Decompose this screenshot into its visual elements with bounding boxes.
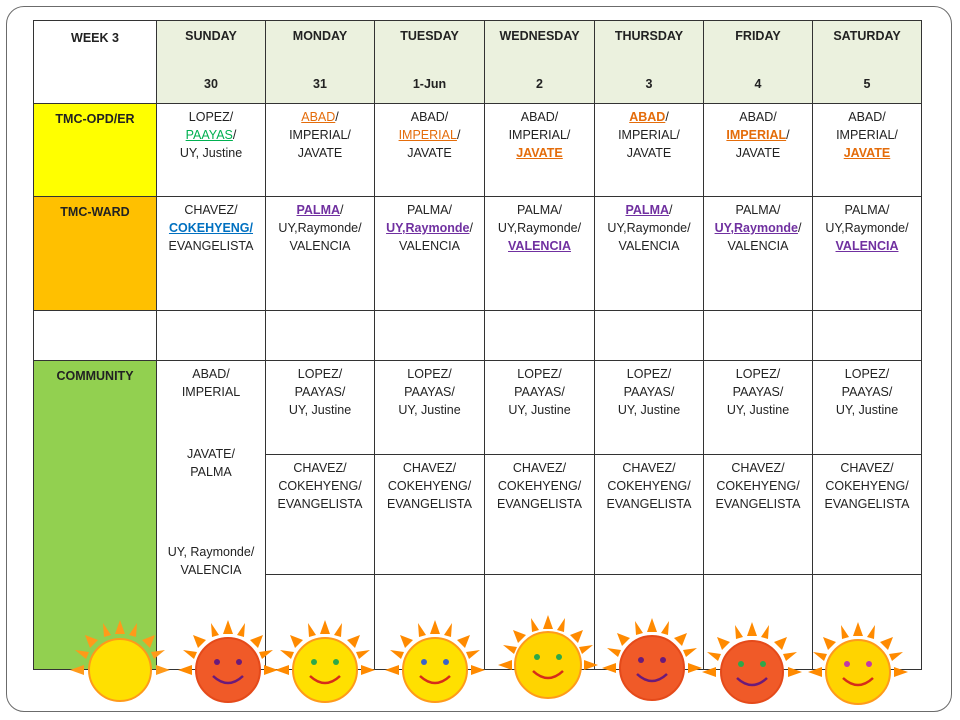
- name-text: COKEHYENG/: [716, 479, 800, 493]
- name-text: PAAYAS/: [623, 385, 675, 399]
- empty-cell: [485, 575, 595, 670]
- cell-ward-tuesday: [375, 197, 485, 311]
- name-text: COKEHYENG/: [278, 479, 362, 493]
- name-text: ABAD/: [848, 110, 886, 124]
- day-name: FRIDAY: [735, 29, 781, 43]
- day-date: 1-Jun: [412, 77, 447, 91]
- name-link[interactable]: VALENCIA: [508, 239, 571, 253]
- name-text: IMPERIAL/: [618, 128, 680, 142]
- name-text: PAAYAS/: [514, 385, 565, 399]
- name-text: /: [232, 128, 237, 142]
- name-text: IMPERIAL/: [289, 128, 351, 142]
- name-text: VALENCIA: [180, 563, 242, 577]
- name-text: VALENCIA: [399, 239, 460, 253]
- name-text: /: [469, 221, 473, 235]
- empty-cell: [485, 311, 595, 361]
- cell-community-t1-wednesday: [485, 361, 595, 455]
- name-text: EVANGELISTA: [277, 497, 363, 511]
- cell-community-t2-tuesday: [375, 455, 485, 575]
- row-label-community: COMMUNITY: [34, 361, 157, 670]
- cell-community-t1-tuesday: [375, 361, 485, 455]
- day-date: 30: [204, 77, 218, 91]
- name-text: CHAVEZ/: [184, 203, 238, 217]
- name-text: /: [786, 128, 790, 142]
- cell-opd-thursday: [595, 104, 704, 197]
- name-text: PAAYAS/: [841, 385, 893, 399]
- name-text: PALMA/: [517, 203, 562, 217]
- name-text: LOPEZ/: [297, 367, 343, 381]
- name-text: COKEHYENG/: [607, 479, 691, 493]
- name-text: PAAYAS/: [294, 385, 346, 399]
- name-link[interactable]: JAVATE: [516, 146, 563, 160]
- name-text: /: [340, 203, 344, 217]
- name-link[interactable]: COKEHYENG/: [168, 221, 254, 235]
- name-text: CHAVEZ/: [840, 461, 894, 475]
- name-text: UY,Raymonde/: [825, 221, 909, 235]
- name-text: UY, Justine: [288, 403, 352, 417]
- name-text: JAVATE: [735, 146, 781, 160]
- cell-community-t2-friday: [704, 455, 813, 575]
- name-text: EVANGELISTA: [168, 239, 254, 253]
- name-text: VALENCIA: [727, 239, 789, 253]
- cell-community-t2-wednesday: [485, 455, 595, 575]
- name-text: IMPERIAL/: [508, 128, 571, 142]
- cell-ward-saturday: [813, 197, 922, 311]
- name-text: UY, Justine: [726, 403, 790, 417]
- name-text: /: [335, 110, 339, 124]
- name-text: EVANGELISTA: [824, 497, 910, 511]
- name-text: PALMA/: [844, 203, 890, 217]
- empty-cell: [595, 311, 704, 361]
- name-link[interactable]: PALMA: [625, 203, 670, 217]
- name-text: VALENCIA: [289, 239, 351, 253]
- day-wednesday: [485, 21, 595, 104]
- day-tuesday: [375, 21, 485, 104]
- name-link[interactable]: PAAYAS: [185, 128, 233, 142]
- header-row: [34, 21, 922, 104]
- cell-opd-monday: [266, 104, 375, 197]
- name-text: ABAD/: [520, 110, 559, 124]
- name-text: UY,Raymonde/: [607, 221, 691, 235]
- day-name: SATURDAY: [833, 29, 901, 43]
- cell-ward-friday: [704, 197, 813, 311]
- cell-community-t1-thursday: [595, 361, 704, 455]
- day-name: WEDNESDAY: [499, 29, 580, 43]
- name-text: JAVATE/: [187, 447, 235, 461]
- row-label-opd: TMC-OPD/ER: [34, 104, 157, 197]
- day-saturday: [813, 21, 922, 104]
- cell-opd-saturday: [813, 104, 922, 197]
- cell-community-sunday: [157, 361, 266, 670]
- empty-cell: [704, 575, 813, 670]
- empty-cell: [375, 575, 485, 670]
- cell-community-t2-saturday: [813, 455, 922, 575]
- row-empty: [34, 311, 922, 361]
- name-text: PALMA/: [407, 203, 452, 217]
- cell-opd-tuesday: [375, 104, 485, 197]
- name-text: ABAD/: [192, 367, 230, 381]
- name-text: LOPEZ/: [188, 110, 234, 124]
- name-link[interactable]: PALMA: [296, 203, 341, 217]
- empty-cell: [375, 311, 485, 361]
- name-link[interactable]: IMPERIAL: [398, 128, 457, 142]
- name-text: UY,Raymonde/: [497, 221, 582, 235]
- name-text: LOPEZ/: [517, 367, 562, 381]
- name-text: /: [665, 110, 669, 124]
- day-name: TUESDAY: [400, 29, 459, 43]
- name-text: PALMA/: [735, 203, 781, 217]
- empty-cell: [813, 311, 922, 361]
- cell-community-t1-monday: [266, 361, 375, 455]
- day-name: THURSDAY: [614, 29, 684, 43]
- name-text: CHAVEZ/: [293, 461, 347, 475]
- name-text: IMPERIAL/: [836, 128, 898, 142]
- name-text: JAVATE: [297, 146, 343, 160]
- name-text: CHAVEZ/: [512, 461, 567, 475]
- name-link[interactable]: UY,Raymonde: [386, 221, 470, 235]
- day-date: 5: [863, 77, 871, 91]
- cell-ward-thursday: [595, 197, 704, 311]
- name-text: /: [456, 128, 461, 142]
- name-text: UY, Justine: [617, 403, 681, 417]
- name-text: LOPEZ/: [844, 367, 890, 381]
- cell-ward-sunday: [157, 197, 266, 311]
- day-sunday: [157, 21, 266, 104]
- name-text: UY, Justine: [508, 403, 571, 417]
- name-text: COKEHYENG/: [387, 479, 472, 493]
- name-text: JAVATE: [626, 146, 672, 160]
- empty-cell: [595, 575, 704, 670]
- schedule-table: [33, 20, 922, 670]
- name-text: UY, Justine: [179, 146, 243, 160]
- day-thursday: [595, 21, 704, 104]
- name-text: ABAD/: [410, 110, 449, 124]
- name-text: /: [669, 203, 673, 217]
- name-link[interactable]: ABAD: [629, 110, 666, 124]
- day-date: 4: [754, 77, 762, 91]
- name-text: VALENCIA: [618, 239, 680, 253]
- row-opd: [34, 104, 922, 197]
- cell-community-t1-friday: [704, 361, 813, 455]
- name-link[interactable]: VALENCIA: [835, 239, 899, 253]
- day-date: 31: [313, 77, 327, 91]
- row-community-1: [34, 361, 922, 455]
- name-text: EVANGELISTA: [606, 497, 692, 511]
- name-text: LOPEZ/: [407, 367, 452, 381]
- day-name: SUNDAY: [185, 29, 237, 43]
- name-text: LOPEZ/: [735, 367, 781, 381]
- cell-community-t2-thursday: [595, 455, 704, 575]
- cell-ward-monday: [266, 197, 375, 311]
- name-link[interactable]: ABAD: [301, 110, 336, 124]
- name-text: EVANGELISTA: [497, 497, 582, 511]
- cell-ward-wednesday: [485, 197, 595, 311]
- empty-cell: [704, 311, 813, 361]
- name-text: COKEHYENG/: [497, 479, 582, 493]
- name-link[interactable]: UY,Raymonde: [714, 221, 798, 235]
- name-text: JAVATE: [407, 146, 452, 160]
- name-text: CHAVEZ/: [402, 461, 457, 475]
- name-link[interactable]: IMPERIAL: [726, 128, 787, 142]
- day-date: 3: [645, 77, 653, 91]
- row-ward: [34, 197, 922, 311]
- day-date: 2: [536, 77, 543, 91]
- name-text: UY,Raymonde/: [278, 221, 362, 235]
- cell-opd-sunday: [157, 104, 266, 197]
- cell-opd-friday: [704, 104, 813, 197]
- row-label-ward: TMC-WARD: [34, 197, 157, 311]
- day-monday: [266, 21, 375, 104]
- name-text: UY, Justine: [835, 403, 899, 417]
- cell-community-t1-saturday: [813, 361, 922, 455]
- cell-community-t2-monday: [266, 455, 375, 575]
- empty-cell: [266, 311, 375, 361]
- name-text: UY, Justine: [398, 403, 461, 417]
- name-text: EVANGELISTA: [715, 497, 801, 511]
- name-text: CHAVEZ/: [622, 461, 676, 475]
- name-text: /: [797, 221, 802, 235]
- empty-cell: [34, 311, 157, 361]
- name-text: PALMA: [190, 465, 232, 479]
- name-text: EVANGELISTA: [387, 497, 472, 511]
- empty-cell: [157, 311, 266, 361]
- name-text: PAAYAS/: [732, 385, 784, 399]
- empty-cell: [266, 575, 375, 670]
- name-link[interactable]: JAVATE: [843, 146, 891, 160]
- week-title: WEEK 3: [34, 21, 157, 104]
- day-friday: [704, 21, 813, 104]
- empty-cell: [813, 575, 922, 670]
- name-text: UY, Raymonde/: [167, 545, 255, 559]
- name-text: ABAD/: [739, 110, 777, 124]
- name-text: COKEHYENG/: [825, 479, 909, 493]
- name-text: LOPEZ/: [626, 367, 672, 381]
- name-text: CHAVEZ/: [731, 461, 785, 475]
- name-text: PAAYAS/: [404, 385, 455, 399]
- cell-opd-wednesday: [485, 104, 595, 197]
- day-name: MONDAY: [292, 29, 348, 43]
- name-text: IMPERIAL: [181, 385, 241, 399]
